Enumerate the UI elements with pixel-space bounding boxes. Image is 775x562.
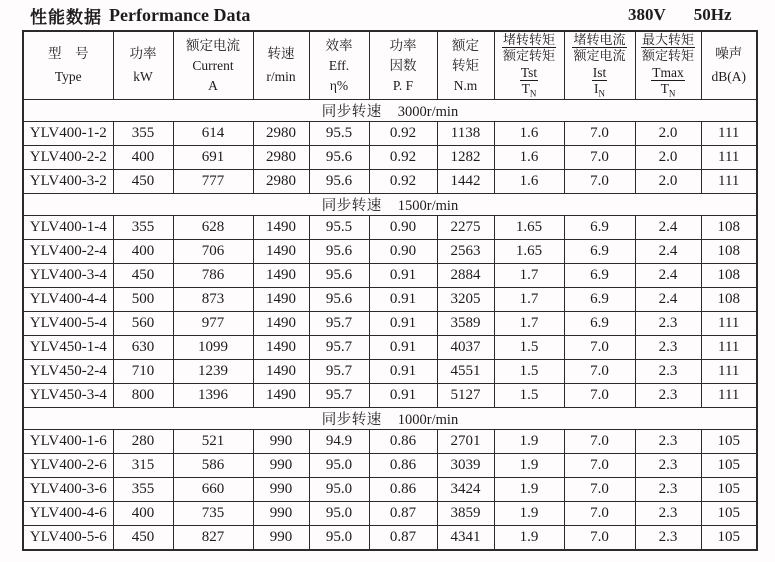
value-cell: 2.3 bbox=[635, 478, 701, 502]
table-row bbox=[23, 526, 757, 551]
col-header-efficiency: 效率 Eff. η% bbox=[309, 31, 369, 100]
value-cell: 355 bbox=[113, 478, 173, 502]
value-cell: 95.6 bbox=[309, 288, 369, 312]
table-row bbox=[23, 360, 757, 384]
table-body bbox=[23, 100, 757, 551]
value-cell: 6.9 bbox=[564, 264, 635, 288]
value-cell: 1099 bbox=[173, 336, 253, 360]
value-cell: 1490 bbox=[253, 336, 309, 360]
value-cell: 0.86 bbox=[369, 478, 437, 502]
value-cell: 1490 bbox=[253, 264, 309, 288]
value-cell: 0.90 bbox=[369, 216, 437, 240]
value-cell: 355 bbox=[113, 122, 173, 146]
table-row bbox=[23, 454, 757, 478]
value-cell: 614 bbox=[173, 122, 253, 146]
value-cell: 111 bbox=[701, 170, 757, 194]
table-header bbox=[23, 31, 757, 100]
value-cell: 7.0 bbox=[564, 336, 635, 360]
col-header-power-factor: 功率 因数 P. F bbox=[369, 31, 437, 100]
value-cell: 4341 bbox=[437, 526, 494, 551]
value-cell: 95.7 bbox=[309, 336, 369, 360]
value-cell: 1490 bbox=[253, 384, 309, 408]
value-cell: 5127 bbox=[437, 384, 494, 408]
value-cell: 2.4 bbox=[635, 264, 701, 288]
value-cell: 2275 bbox=[437, 216, 494, 240]
value-cell: 355 bbox=[113, 216, 173, 240]
value-cell: 400 bbox=[113, 502, 173, 526]
value-cell: 1490 bbox=[253, 216, 309, 240]
model-cell: YLV400-4-4 bbox=[23, 288, 113, 312]
value-cell: 827 bbox=[173, 526, 253, 551]
value-cell: 280 bbox=[113, 430, 173, 454]
value-cell: 95.6 bbox=[309, 264, 369, 288]
model-cell: YLV400-2-6 bbox=[23, 454, 113, 478]
section-header-row bbox=[23, 100, 757, 122]
value-cell: 450 bbox=[113, 170, 173, 194]
value-cell: 95.6 bbox=[309, 240, 369, 264]
model-cell: YLV400-1-6 bbox=[23, 430, 113, 454]
col-header-current: 额定电流 Current A bbox=[173, 31, 253, 100]
value-cell: 108 bbox=[701, 264, 757, 288]
sync-speed-label: 同步转速 bbox=[321, 198, 382, 214]
value-cell: 1282 bbox=[437, 146, 494, 170]
value-cell: 990 bbox=[253, 526, 309, 551]
value-cell: 735 bbox=[173, 502, 253, 526]
value-cell: 7.0 bbox=[564, 122, 635, 146]
value-cell: 706 bbox=[173, 240, 253, 264]
rating-info bbox=[628, 1, 732, 29]
value-cell: 2.0 bbox=[635, 170, 701, 194]
value-cell: 660 bbox=[173, 478, 253, 502]
value-cell: 105 bbox=[701, 478, 757, 502]
value-cell: 7.0 bbox=[564, 170, 635, 194]
value-cell: 400 bbox=[113, 240, 173, 264]
value-cell: 111 bbox=[701, 384, 757, 408]
value-cell: 4551 bbox=[437, 360, 494, 384]
col-header-locked-torque-ratio bbox=[494, 31, 564, 100]
table-row bbox=[23, 264, 757, 288]
value-cell: 2.3 bbox=[635, 454, 701, 478]
value-cell: 108 bbox=[701, 216, 757, 240]
value-cell: 3205 bbox=[437, 288, 494, 312]
value-cell: 990 bbox=[253, 502, 309, 526]
value-cell: 710 bbox=[113, 360, 173, 384]
model-cell: YLV400-2-4 bbox=[23, 240, 113, 264]
value-cell: 1396 bbox=[173, 384, 253, 408]
value-cell: 521 bbox=[173, 430, 253, 454]
value-cell: 990 bbox=[253, 454, 309, 478]
value-cell: 105 bbox=[701, 526, 757, 551]
value-cell: 95.0 bbox=[309, 526, 369, 551]
model-cell: YLV400-2-2 bbox=[23, 146, 113, 170]
value-cell: 630 bbox=[113, 336, 173, 360]
value-cell: 2.0 bbox=[635, 146, 701, 170]
value-cell: 1490 bbox=[253, 288, 309, 312]
value-cell: 2563 bbox=[437, 240, 494, 264]
value-cell: 2980 bbox=[253, 146, 309, 170]
value-cell: 0.92 bbox=[369, 146, 437, 170]
value-cell: 1.5 bbox=[494, 384, 564, 408]
model-cell: YLV400-5-4 bbox=[23, 312, 113, 336]
sync-speed-value: 3000r/min bbox=[397, 104, 459, 120]
model-cell: YLV400-3-2 bbox=[23, 170, 113, 194]
table-row bbox=[23, 430, 757, 454]
section-header-row bbox=[23, 194, 757, 216]
value-cell: 2.3 bbox=[635, 312, 701, 336]
value-cell: 450 bbox=[113, 264, 173, 288]
value-cell: 1.7 bbox=[494, 264, 564, 288]
value-cell: 873 bbox=[173, 288, 253, 312]
frequency-rating: 50Hz bbox=[693, 5, 732, 24]
value-cell: 7.0 bbox=[564, 502, 635, 526]
table-row bbox=[23, 288, 757, 312]
value-cell: 1239 bbox=[173, 360, 253, 384]
value-cell: 1.65 bbox=[494, 216, 564, 240]
model-cell: YLV400-4-6 bbox=[23, 502, 113, 526]
value-cell: 1.9 bbox=[494, 526, 564, 551]
model-cell: YLV450-3-4 bbox=[23, 384, 113, 408]
col-header-type: 型 号 Type bbox=[23, 31, 113, 100]
value-cell: 400 bbox=[113, 146, 173, 170]
value-cell: 586 bbox=[173, 454, 253, 478]
locked-torque-ratio-zh: 堵转转矩 额定转矩 bbox=[502, 31, 555, 64]
value-cell: 1490 bbox=[253, 312, 309, 336]
col-header-locked-current-ratio bbox=[564, 31, 635, 100]
value-cell: 95.0 bbox=[309, 502, 369, 526]
value-cell: 1.9 bbox=[494, 454, 564, 478]
model-cell: YLV450-1-4 bbox=[23, 336, 113, 360]
sync-speed-value: 1000r/min bbox=[397, 412, 459, 428]
value-cell: 1.9 bbox=[494, 502, 564, 526]
value-cell: 2.3 bbox=[635, 336, 701, 360]
value-cell: 0.91 bbox=[369, 336, 437, 360]
value-cell: 3589 bbox=[437, 312, 494, 336]
model-cell: YLV400-3-4 bbox=[23, 264, 113, 288]
value-cell: 95.5 bbox=[309, 122, 369, 146]
value-cell: 3039 bbox=[437, 454, 494, 478]
locked-current-ratio-zh: 堵转电流 额定电流 bbox=[573, 31, 626, 64]
value-cell: 1.65 bbox=[494, 240, 564, 264]
value-cell: 108 bbox=[701, 288, 757, 312]
performance-table bbox=[22, 30, 758, 551]
page-title-en: Performance Data bbox=[109, 4, 251, 25]
table-row bbox=[23, 384, 757, 408]
col-header-max-torque-ratio bbox=[635, 31, 701, 100]
value-cell: 2.3 bbox=[635, 384, 701, 408]
value-cell: 1.6 bbox=[494, 146, 564, 170]
value-cell: 95.5 bbox=[309, 216, 369, 240]
value-cell: 450 bbox=[113, 526, 173, 551]
value-cell: 7.0 bbox=[564, 384, 635, 408]
value-cell: 777 bbox=[173, 170, 253, 194]
value-cell: 95.0 bbox=[309, 478, 369, 502]
value-cell: 0.90 bbox=[369, 240, 437, 264]
value-cell: 2.3 bbox=[635, 502, 701, 526]
voltage-rating: 380V bbox=[628, 5, 666, 24]
value-cell: 7.0 bbox=[564, 146, 635, 170]
table-row bbox=[23, 336, 757, 360]
value-cell: 6.9 bbox=[564, 312, 635, 336]
value-cell: 108 bbox=[701, 240, 757, 264]
value-cell: 111 bbox=[701, 146, 757, 170]
value-cell: 105 bbox=[701, 454, 757, 478]
value-cell: 1.5 bbox=[494, 360, 564, 384]
value-cell: 2.4 bbox=[635, 240, 701, 264]
value-cell: 95.7 bbox=[309, 384, 369, 408]
section-header bbox=[23, 194, 757, 216]
value-cell: 3424 bbox=[437, 478, 494, 502]
value-cell: 95.7 bbox=[309, 360, 369, 384]
value-cell: 786 bbox=[173, 264, 253, 288]
value-cell: 0.91 bbox=[369, 384, 437, 408]
value-cell: 95.7 bbox=[309, 312, 369, 336]
col-header-power: 功率 kW bbox=[113, 31, 173, 100]
value-cell: 2.4 bbox=[635, 288, 701, 312]
model-cell: YLV400-1-2 bbox=[23, 122, 113, 146]
table-row bbox=[23, 240, 757, 264]
value-cell: 1442 bbox=[437, 170, 494, 194]
col-header-rated-torque: 额定 转矩 N.m bbox=[437, 31, 494, 100]
table-row bbox=[23, 170, 757, 194]
sync-speed-label: 同步转速 bbox=[321, 104, 382, 120]
value-cell: 7.0 bbox=[564, 526, 635, 551]
max-torque-ratio-zh: 最大转矩 额定转矩 bbox=[641, 31, 694, 64]
table-row bbox=[23, 312, 757, 336]
value-cell: 105 bbox=[701, 430, 757, 454]
value-cell: 111 bbox=[701, 336, 757, 360]
value-cell: 95.6 bbox=[309, 146, 369, 170]
value-cell: 95.0 bbox=[309, 454, 369, 478]
col-header-noise: 噪声 dB(A) bbox=[701, 31, 757, 100]
value-cell: 2980 bbox=[253, 170, 309, 194]
value-cell: 105 bbox=[701, 502, 757, 526]
table-row bbox=[23, 122, 757, 146]
value-cell: 2.0 bbox=[635, 122, 701, 146]
value-cell: 7.0 bbox=[564, 430, 635, 454]
table-row bbox=[23, 146, 757, 170]
model-cell: YLV450-2-4 bbox=[23, 360, 113, 384]
value-cell: 1.9 bbox=[494, 478, 564, 502]
value-cell: 990 bbox=[253, 478, 309, 502]
model-cell: YLV400-3-6 bbox=[23, 478, 113, 502]
table-row bbox=[23, 502, 757, 526]
value-cell: 977 bbox=[173, 312, 253, 336]
value-cell: 1.9 bbox=[494, 430, 564, 454]
model-cell: YLV400-1-4 bbox=[23, 216, 113, 240]
value-cell: 7.0 bbox=[564, 478, 635, 502]
value-cell: 2.3 bbox=[635, 360, 701, 384]
value-cell: 990 bbox=[253, 430, 309, 454]
value-cell: 0.92 bbox=[369, 122, 437, 146]
value-cell: 7.0 bbox=[564, 360, 635, 384]
value-cell: 0.92 bbox=[369, 170, 437, 194]
value-cell: 800 bbox=[113, 384, 173, 408]
col-header-speed: 转速 r/min bbox=[253, 31, 309, 100]
value-cell: 2.3 bbox=[635, 430, 701, 454]
value-cell: 6.9 bbox=[564, 240, 635, 264]
value-cell: 0.91 bbox=[369, 360, 437, 384]
value-cell: 3859 bbox=[437, 502, 494, 526]
table-row bbox=[23, 216, 757, 240]
value-cell: 2980 bbox=[253, 122, 309, 146]
value-cell: 6.9 bbox=[564, 288, 635, 312]
value-cell: 0.91 bbox=[369, 264, 437, 288]
locked-current-ratio-symbol: $\frac{\text{Ist}}{I_N}$ bbox=[592, 64, 607, 100]
value-cell: 6.9 bbox=[564, 216, 635, 240]
section-header bbox=[23, 100, 757, 122]
section-header bbox=[23, 408, 757, 430]
value-cell: 315 bbox=[113, 454, 173, 478]
value-cell: 1.7 bbox=[494, 312, 564, 336]
value-cell: 1.6 bbox=[494, 122, 564, 146]
value-cell: 0.91 bbox=[369, 288, 437, 312]
section-header-row bbox=[23, 408, 757, 430]
value-cell: 1138 bbox=[437, 122, 494, 146]
value-cell: 4037 bbox=[437, 336, 494, 360]
value-cell: 500 bbox=[113, 288, 173, 312]
value-cell: 2.3 bbox=[635, 526, 701, 551]
max-torque-ratio-symbol: $\frac{Tmax}{T_N}$ bbox=[652, 64, 684, 100]
value-cell: 1.6 bbox=[494, 170, 564, 194]
value-cell: 1490 bbox=[253, 240, 309, 264]
value-cell: 1490 bbox=[253, 360, 309, 384]
value-cell: 1.5 bbox=[494, 336, 564, 360]
value-cell: 560 bbox=[113, 312, 173, 336]
sync-speed-value: 1500r/min bbox=[397, 198, 459, 214]
value-cell: 95.6 bbox=[309, 170, 369, 194]
value-cell: 0.87 bbox=[369, 502, 437, 526]
value-cell: 94.9 bbox=[309, 430, 369, 454]
value-cell: 0.86 bbox=[369, 430, 437, 454]
value-cell: 0.91 bbox=[369, 312, 437, 336]
value-cell: 2701 bbox=[437, 430, 494, 454]
value-cell: 0.87 bbox=[369, 526, 437, 551]
model-cell: YLV400-5-6 bbox=[23, 526, 113, 551]
value-cell: 2884 bbox=[437, 264, 494, 288]
sync-speed-label: 同步转速 bbox=[321, 412, 382, 428]
value-cell: 111 bbox=[701, 360, 757, 384]
value-cell: 0.86 bbox=[369, 454, 437, 478]
page-title-zh: 性能数据 bbox=[30, 7, 102, 27]
value-cell: 691 bbox=[173, 146, 253, 170]
value-cell: 111 bbox=[701, 312, 757, 336]
value-cell: 2.4 bbox=[635, 216, 701, 240]
value-cell: 7.0 bbox=[564, 454, 635, 478]
value-cell: 628 bbox=[173, 216, 253, 240]
locked-torque-ratio-symbol: $\frac{\text{Tst}}{T_N}$ bbox=[520, 64, 538, 100]
value-cell: 111 bbox=[701, 122, 757, 146]
table-row bbox=[23, 478, 757, 502]
value-cell: 1.7 bbox=[494, 288, 564, 312]
